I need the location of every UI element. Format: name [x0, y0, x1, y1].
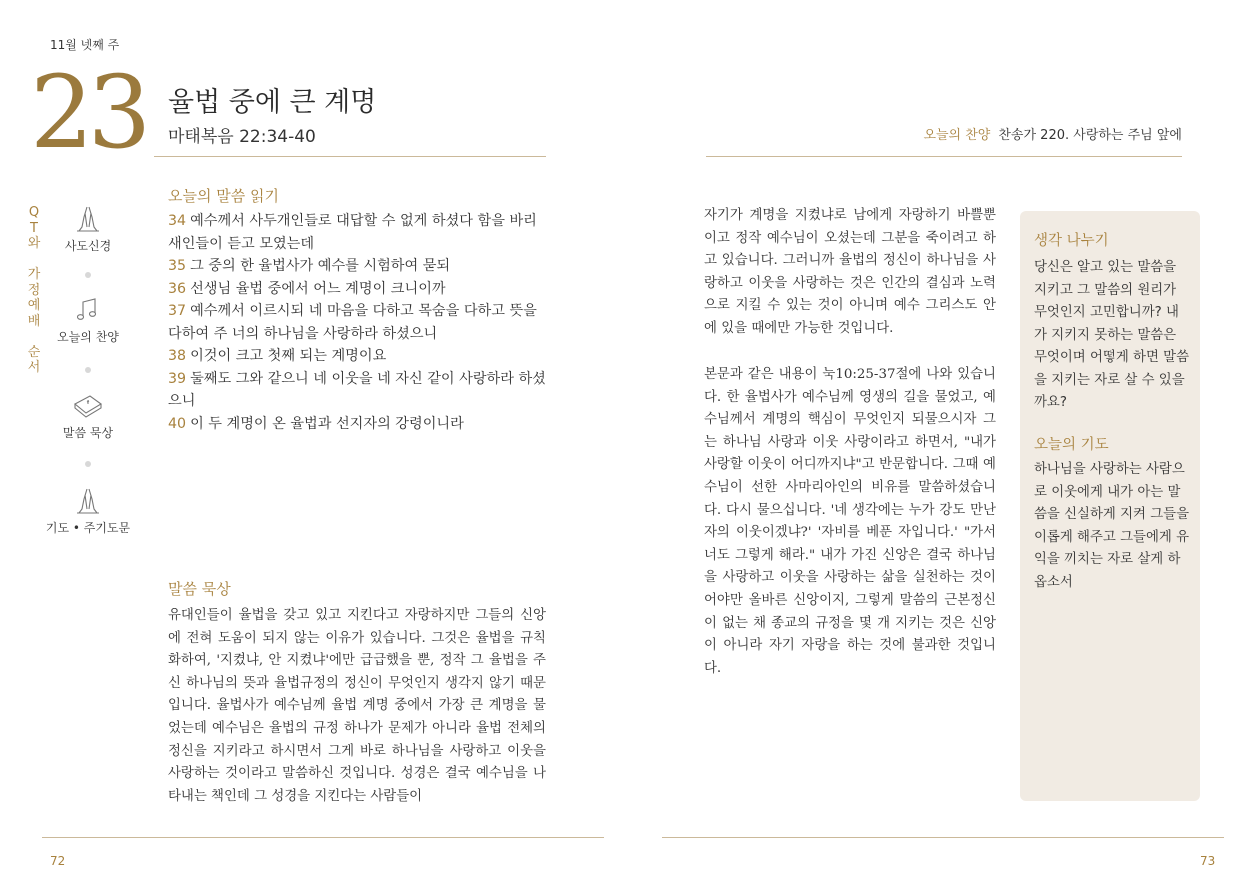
order-item-meditation [33, 392, 143, 441]
bible-icon [72, 392, 104, 420]
meditation-text: 유대인들이 율법을 갖고 있고 지킨다고 자랑하지만 그들의 신앙에 전혀 도움이 되지 않는 이유가 있습니다. 그것은 율법을 규칙화하여, '지켰냐, 안 지켰냐'에만 급급했을 뿐, 정작 그 율법을 주신 하나님의 뜻과 율법규정의 정신이 무엇인지 생각지 않기 때문입니다. 율법사가 예수님께 율법 계명 중에서 가장 큰 계명을 물었는데 예수님은 율법의 규정 하나가 문제가 아니라 율법 전체의 정신을 지키라고 하시면서 그게 바로 하나님을 사랑하고 이웃을 사랑하는 것이라고 말씀하신 것입니다. 성경은 결국 예수님을 나타내는 책인데 그 성경을 지킨다는 사람들이 [168, 608, 546, 804]
reflection-sidebar [1020, 211, 1200, 801]
header-rule [706, 156, 1182, 157]
vertical-char: T [30, 220, 38, 236]
order-item-creed [33, 205, 143, 254]
vertical-char: 예 [27, 298, 41, 313]
reference-paragraph: 본문과 같은 내용이 눅10:25-37절에 나와 있습니다. 한 율법사가 예수님께 영생의 길을 물었고, 예수님께서 계명의 핵심이 무엇인지 되물으시자 그는 하나님 사랑과 이웃 사랑이라고 하면서, "내가 사랑할 이웃이 어디까지냐"고 반문합니다. 그때 예수님이 선한 사마리아인의 비유를 말씀하셨습니다. 다시 물으십니다. '네 생각에는 누가 강도 만난 자의 이웃이겠냐?' '자비를 베푼 자입니다.' "가서 너도 그렇게 해라." 내가 가진 신앙은 결국 하나님을 사랑하고 이웃을 사랑하는 삶을 실천하는 것이어야만 올바른 신앙이지, 그렇게 말씀의 근본정신이 없는 채 종교의 규정을 몇 개 지키는 것은 신앙이 아니라 자기 자랑을 하는 것에 불과한 것입니다. [704, 367, 996, 676]
title-rule [154, 156, 546, 157]
order-item-label: 사도신경 [64, 239, 112, 253]
praying-hands-icon [73, 487, 103, 515]
vertical-char: 서 [27, 360, 41, 375]
order-item-hymn [33, 296, 143, 345]
verse: 38 이것이 크고 첫째 되는 계명이요 [168, 348, 387, 364]
footer-rule [42, 837, 604, 838]
order-item-label: 말씀 묵상 [62, 426, 114, 440]
vertical-char: 정 [27, 282, 41, 298]
continued-paragraph: 자기가 계명을 지켰냐로 남에게 자랑하기 바쁠뿐이고 정작 예수님이 오셨는데 그분을 죽이려고 하고 있습니다. 그러니까 율법의 정신이 하나님을 사랑하고 이웃을 사랑하는 것은 인간의 결심과 노력으로 지킬 수 있는 것이 아니며 예수 그리스도 안에 있을 때에만 가능한 것입니다. [704, 208, 996, 336]
prayer-text: 하나님을 사랑하는 사람으로 이웃에게 내가 아는 말씀을 신실하게 지켜 그들을 이롭게 해주고 그들에게 유익을 끼치는 자로 살게 하옵소서 [1034, 462, 1190, 590]
order-separator-dot [85, 461, 91, 467]
verse: 40 이 두 계명이 온 율법과 선지자의 강령이니라 [168, 415, 464, 432]
vertical-char: Q [28, 205, 40, 220]
share-text: 당신은 알고 있는 말씀을 지키고 그 말씀의 원리가 무엇인지 고민합니까? 내가 지키지 못하는 말씀은 무엇이며 어떻게 하면 말씀을 지키는 자로 살 수 있을까요? [1034, 260, 1190, 410]
meditation-heading: 말씀 묵상 [168, 580, 231, 598]
order-item-prayer [33, 487, 143, 536]
music-note-icon [73, 296, 103, 324]
page-number-right: 73 [1200, 854, 1216, 868]
day-number: 23 [30, 54, 146, 171]
vertical-char: 배 [27, 313, 41, 329]
page-title: 율법 중에 큰 계명 [168, 87, 377, 118]
verse: 36 선생님 율법 중에서 어느 계명이 크니이까 [168, 280, 446, 297]
footer-rule [662, 837, 1224, 838]
order-separator-dot [85, 367, 91, 373]
praying-hands-icon [73, 205, 103, 233]
share-heading: 생각 나누기 [1034, 233, 1109, 249]
prayer-heading: 오늘의 기도 [1034, 437, 1109, 453]
order-item-label: 오늘의 찬양 [57, 330, 119, 344]
verse: 39 둘째도 그와 같으니 네 이웃을 네 자신 같이 사랑하라 하셨으니 [168, 370, 546, 409]
vertical-char: 순 [27, 344, 41, 360]
todays-hymn [923, 124, 1182, 143]
order-item-label: 기도 • 주기도문 [45, 521, 131, 535]
verse: 34 예수께서 사두개인들로 대답할 수 없게 하셨다 함을 바리새인들이 듣고 모였는데 [168, 213, 537, 252]
reading-heading: 오늘의 말씀 읽기 [168, 187, 279, 205]
order-separator-dot [85, 272, 91, 278]
scripture-passage: 마태복음 22:34-40 [168, 127, 316, 147]
hymn-title: 찬송가 220. 사랑하는 주님 앞에 [998, 128, 1182, 143]
verse: 35 그 중의 한 율법사가 예수를 시험하여 묻되 [168, 258, 451, 274]
verse: 37 예수께서 이르시되 네 마음을 다하고 목숨을 다하고 뜻을 다하여 주 너의 하나님을 사랑하라 하셨으니 [168, 303, 537, 342]
hymn-label: 오늘의 찬양 [923, 128, 991, 143]
page-number-left: 72 [50, 854, 66, 868]
vertical-char: 가 [27, 267, 41, 282]
week-label: 11월 넷째 주 [50, 38, 120, 52]
verse-list [168, 210, 548, 435]
vertical-char: 와 [27, 236, 41, 251]
